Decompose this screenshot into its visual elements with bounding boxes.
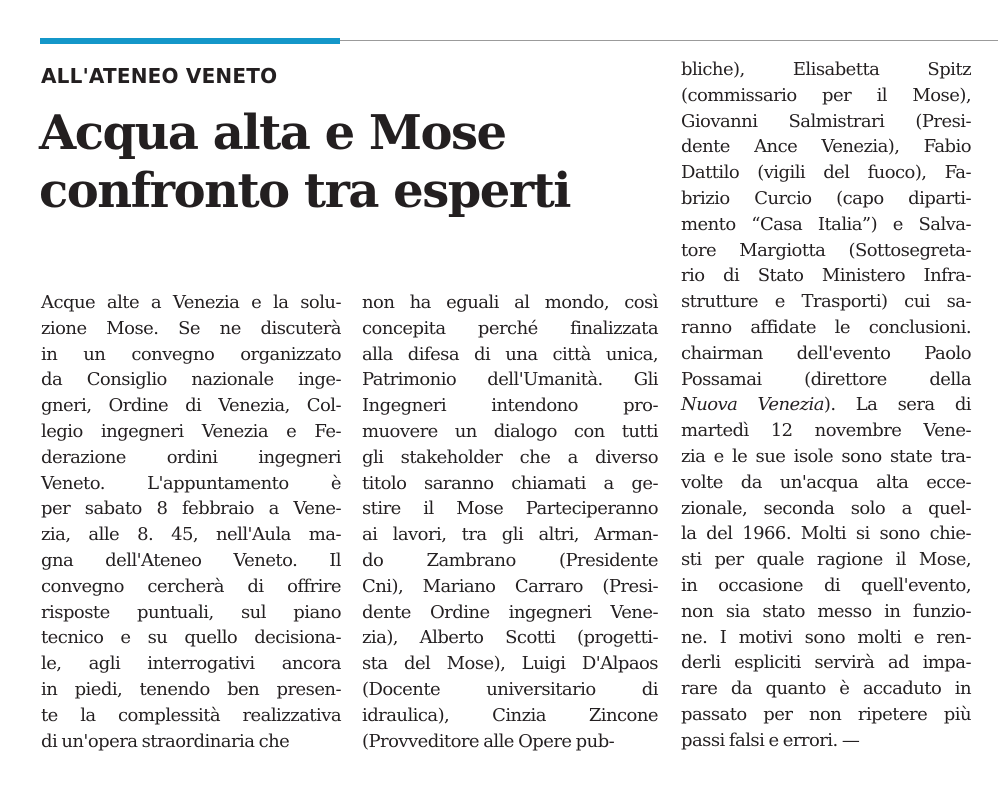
accent-rule — [40, 38, 340, 44]
text-line: dente Ordine ingegneri Vene- — [362, 601, 658, 623]
text-line: mento “Casa Italia”) e Salva- — [681, 213, 971, 235]
text-line: di un'opera straordinaria che — [41, 730, 290, 752]
text-line: alla difesa di una città unica, — [362, 343, 658, 365]
text-line: zia e le sue isole sono state tra- — [681, 445, 971, 467]
text-line: sta del Mose), Luigi D'Alpaos — [362, 653, 658, 675]
text-line: risposte puntuali, sul piano — [41, 601, 341, 623]
body-column-1 — [41, 290, 341, 754]
text-line: le, agli interrogativi ancora — [41, 653, 341, 675]
text-line: te la complessità realizzativa — [41, 704, 341, 726]
text-line: non ha eguali al mondo, così — [362, 292, 658, 313]
text-line: zione Mose. Se ne discuterà — [41, 317, 341, 339]
text-line: la del 1966. Molti si sono chie- — [681, 523, 971, 545]
text-line: do Zambrano (Presidente — [362, 549, 658, 571]
text-line: brizio Curcio (capo diparti- — [681, 187, 971, 209]
text-line: bliche), Elisabetta Spitz — [681, 59, 971, 80]
headline-line: Acqua alta e Mose — [39, 105, 506, 161]
article-headline — [39, 104, 679, 220]
text-line: zia, alle 8. 45, nell'Aula ma- — [41, 524, 341, 546]
text-line: Cni), Mariano Carraro (Presi- — [362, 575, 658, 597]
text-line: (Provveditore alle Opere pub- — [362, 730, 615, 752]
text-line: Possamai (direttore della — [681, 368, 971, 390]
text-line: idraulica), Cinzia Zincone — [362, 704, 658, 726]
text-line: zia), Alberto Scotti (progetti- — [362, 627, 658, 649]
text-line: volte da un'acqua alta ecce- — [681, 471, 971, 493]
text-line: dente Ance Venezia), Fabio — [681, 136, 971, 158]
text-line: concepita perché finalizzata — [362, 317, 658, 339]
article-kicker: ALL'ATENEO VENETO — [41, 64, 278, 88]
text-line: in un convegno organizzato — [41, 343, 341, 365]
text-line: ne. I motivi sono molti e ren- — [681, 626, 971, 648]
text-line: tecnico e su quello decisiona- — [41, 627, 341, 649]
top-rule — [340, 40, 998, 41]
text-line: rio di Stato Ministero Infra- — [681, 265, 971, 287]
text-line: derazione ordini ingegneri — [41, 446, 341, 468]
text-line: Nuova Venezia). La sera di — [681, 394, 971, 416]
text-line: (commissario per il Mose), — [681, 84, 971, 106]
newspaper-name: Nuova Venezia — [681, 394, 824, 416]
text-line: Acque alte a Venezia e la solu- — [41, 292, 341, 313]
text-line: convegno cercherà di offrire — [41, 575, 341, 597]
text-line: Veneto. L'appuntamento è — [41, 472, 341, 494]
text-line: in piedi, tenendo ben presen- — [41, 678, 341, 700]
text-line: titolo saranno chiamati a ge- — [362, 472, 658, 494]
text-line: derli espliciti servirà ad impa- — [681, 652, 971, 674]
text-line: legio ingegneri Venezia e Fe- — [41, 420, 341, 442]
text-line: non sia stato messo in funzio- — [681, 600, 971, 622]
text-line: Giovanni Salmistrari (Presi- — [681, 110, 971, 132]
text-line: (Docente universitario di — [362, 678, 658, 700]
text-line: passi falsi e errori. — — [681, 729, 860, 751]
text-line: Ingegneri intendono pro- — [362, 395, 658, 417]
headline-line: confronto tra esperti — [39, 163, 571, 219]
body-column-2 — [362, 290, 658, 754]
text-line: Patrimonio dell'Umanità. Gli — [362, 369, 658, 391]
text-line: Dattilo (vigili del fuoco), Fa- — [681, 162, 971, 184]
text-line: rare da quanto è accaduto in — [681, 678, 971, 700]
text-line: passato per non ripetere più — [681, 703, 971, 725]
text-line: chairman dell'evento Paolo — [681, 342, 971, 364]
text-line: muovere un dialogo con tutti — [362, 420, 658, 442]
text-line: in occasione di quell'evento, — [681, 574, 971, 596]
text-line: ranno affidate le conclusioni. — [681, 316, 971, 338]
text-line: zionale, seconda solo a quel- — [681, 497, 971, 519]
text-line: per sabato 8 febbraio a Vene- — [41, 498, 341, 520]
text-line: martedì 12 novembre Vene- — [681, 420, 971, 442]
text-line: gneri, Ordine di Venezia, Col- — [41, 395, 341, 417]
text-line: ai lavori, tra gli altri, Arman- — [362, 524, 658, 546]
text-line: strutture e Trasporti) cui sa- — [681, 291, 971, 313]
text-line: gli stakeholder che a diverso — [362, 446, 658, 468]
text-line: sti per quale ragione il Mose, — [681, 549, 971, 571]
text-line: tore Margiotta (Sottosegreta- — [681, 239, 971, 261]
body-column-3 — [681, 57, 971, 754]
text-line: da Consiglio nazionale inge- — [41, 369, 341, 391]
text-line: stire il Mose Parteciperanno — [362, 498, 658, 520]
text-line: gna dell'Ateneo Veneto. Il — [41, 549, 341, 571]
